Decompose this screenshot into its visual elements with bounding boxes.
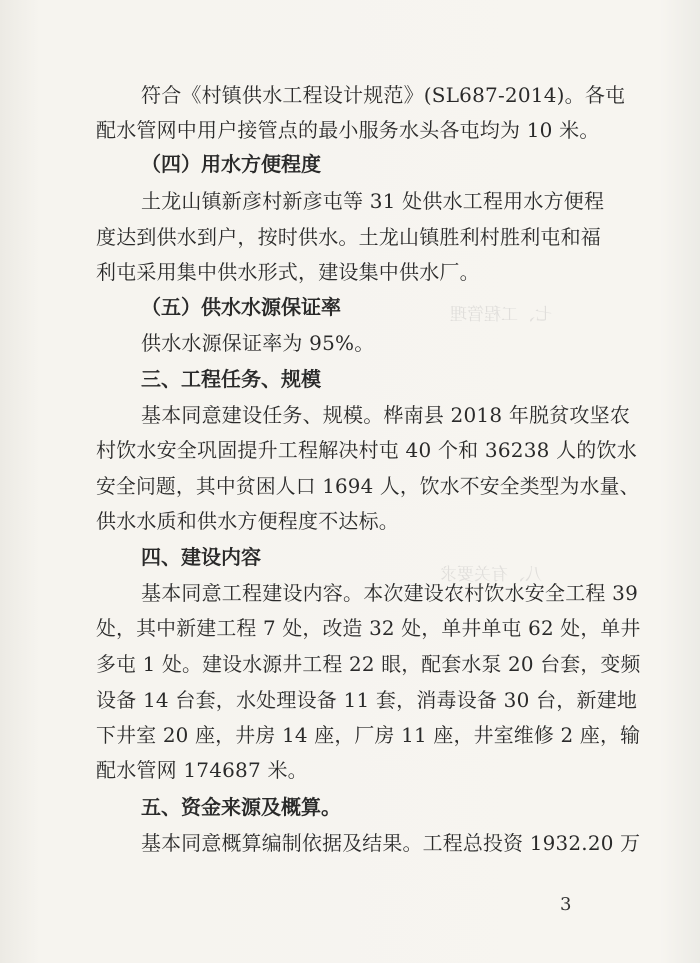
bleed-through: 七、工程管理 [450,305,552,325]
text-line: 下井室 20 座，井房 14 座，厂房 11 座，井室维修 2 座，输 [96,723,641,747]
section-heading: 三、工程任务、规模 [141,367,321,391]
section-heading: 四、建设内容 [141,545,261,569]
text-line: 基本同意概算编制依据及结果。工程总投资 1932.20 万 [141,831,641,855]
text-line: 基本同意工程建设内容。本次建设农村饮水安全工程 39 [141,581,639,605]
text-line: 设备 14 台套，水处理设备 11 套，消毒设备 30 台，新建地 [96,688,638,712]
text-line: 供水水质和供水方便程度不达标。 [96,509,399,533]
text-line: 配水管网中用户接管点的最小服务水头各屯均为 10 米。 [96,118,600,142]
text-line: 基本同意建设任务、规模。桦南县 2018 年脱贫攻坚农 [141,403,631,427]
text-line: 村饮水安全巩固提升工程解决村屯 40 个和 36238 人的饮水 [96,438,637,462]
section-heading: （五）供水水源保证率 [141,295,341,319]
text-line: 度达到供水到户，按时供水。土龙山镇胜利村胜利屯和福 [96,225,601,249]
text-line: 土龙山镇新彦村新彦屯等 31 处供水工程用水方便程 [141,189,605,213]
page-number: 3 [560,894,572,915]
text-line: 处，其中新建工程 7 处，改造 32 处，单井单屯 62 处，单井 [96,616,641,640]
text-line: 安全问题，其中贫困人口 1694 人，饮水不安全类型为水量、 [96,474,640,498]
text-line: 配水管网 174687 米。 [96,758,308,782]
text-line: 符合《村镇供水工程设计规范》(SL687-2014)。各屯 [141,83,626,107]
text-line: 利屯采用集中供水形式，建设集中供水厂。 [96,260,480,284]
section-heading: 五、资金来源及概算。 [141,795,341,819]
text-line: 多屯 1 处。建设水源井工程 22 眼，配套水泵 20 台套，变频 [96,652,641,676]
bleed-through: 八、有关要求 [440,565,542,585]
text-line: 供水水源保证率为 95%。 [141,331,375,355]
section-heading: （四）用水方便程度 [141,152,321,176]
